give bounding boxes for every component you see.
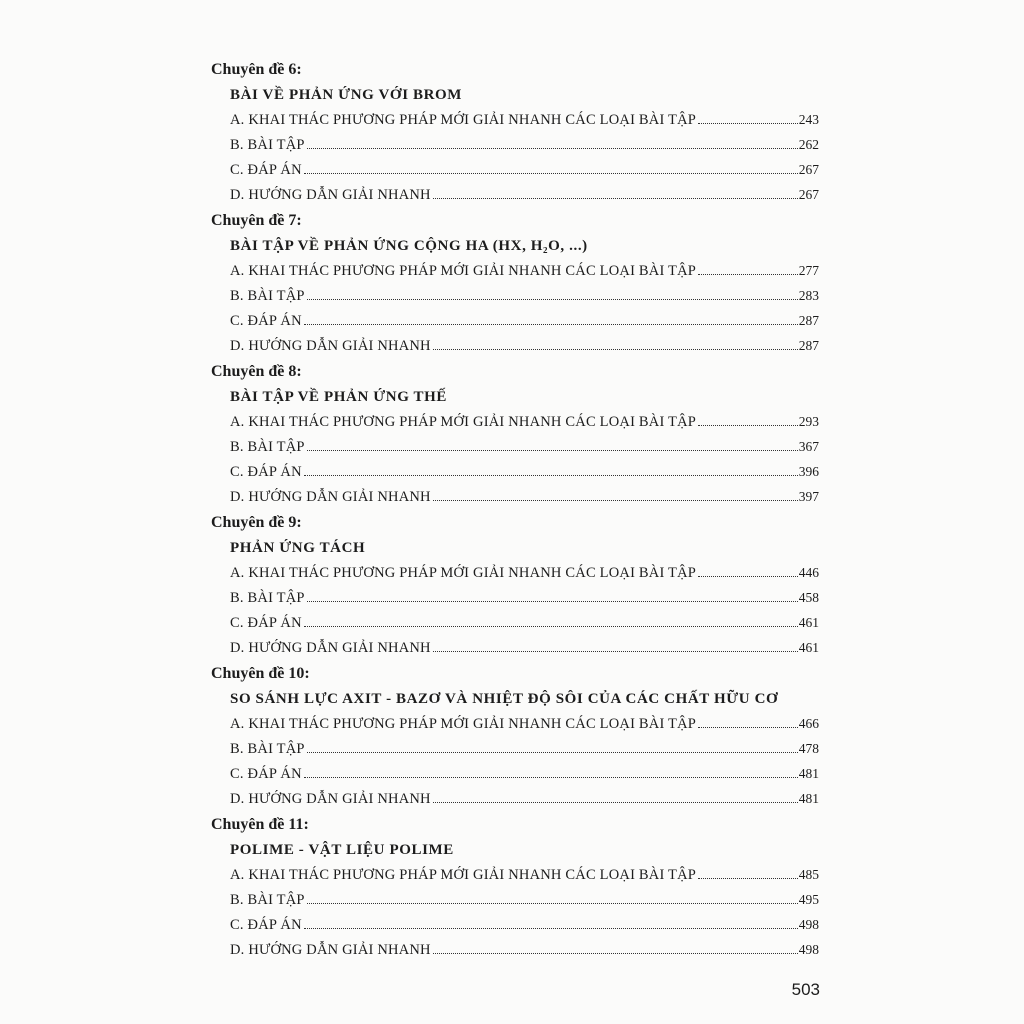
- toc-entry-title: D. HƯỚNG DẪN GIẢI NHANH: [230, 640, 431, 656]
- toc-entry: [211, 789, 819, 809]
- toc-entry-title: C. ĐÁP ÁN: [230, 313, 302, 329]
- toc-entry: [211, 437, 819, 457]
- toc-entry-title: C. ĐÁP ÁN: [230, 917, 302, 933]
- toc-entry-title: C. ĐÁP ÁN: [230, 766, 302, 782]
- dot-leader: [433, 499, 798, 501]
- toc-entry: [211, 487, 819, 507]
- chapter-title: SO SÁNH LỰC AXIT - BAZƠ VÀ NHIỆT ĐỘ SÔI CỦA CÁC CHẤT HỮU CƠ: [230, 691, 779, 707]
- toc-entry: [211, 714, 819, 734]
- dot-leader: [433, 650, 798, 652]
- dot-leader: [698, 122, 798, 124]
- toc-entry-title: C. ĐÁP ÁN: [230, 464, 302, 480]
- toc-entry-title: B. BÀI TẬP: [230, 892, 305, 908]
- toc-entry: [211, 160, 819, 180]
- dot-leader: [698, 726, 798, 728]
- chapter-label: Chuyên đề 7:: [211, 212, 302, 229]
- dot-leader: [307, 449, 798, 451]
- dot-leader: [304, 474, 798, 476]
- toc-entry-page: 466: [798, 716, 819, 731]
- toc-entry: [211, 135, 819, 155]
- dot-leader: [307, 147, 798, 149]
- toc-entry: [211, 613, 819, 633]
- chapter-title: BÀI VỀ PHẢN ỨNG VỚI BROM: [230, 87, 463, 103]
- chapter-title: PHẢN ỨNG TÁCH: [230, 540, 366, 556]
- toc-entry: [211, 865, 819, 885]
- toc-entry: [211, 890, 819, 910]
- toc-entry: [211, 336, 819, 356]
- toc-entry-page: 262: [798, 137, 819, 152]
- dot-leader: [307, 600, 798, 602]
- chapter-label: Chuyên đề 9:: [211, 514, 302, 531]
- toc-entry-page: 397: [798, 489, 819, 504]
- toc-entry-title: A. KHAI THÁC PHƯƠNG PHÁP MỚI GIẢI NHANH CÁC LOẠI BÀI TẬP: [230, 112, 697, 128]
- toc-entry: [211, 286, 819, 306]
- toc-entry: [211, 638, 819, 658]
- toc-entry: [211, 764, 819, 784]
- toc-entry-page: 267: [798, 187, 819, 202]
- chapter-title: BÀI TẬP VỀ PHẢN ỨNG CỘNG HA (HX, H₂O, ...): [230, 238, 588, 254]
- chapter-title: BÀI TẬP VỀ PHẢN ỨNG THẾ: [230, 389, 448, 405]
- toc-entry-page: 498: [798, 942, 819, 957]
- toc-entry-title: C. ĐÁP ÁN: [230, 615, 302, 631]
- dot-leader: [304, 776, 798, 778]
- dot-leader: [307, 298, 798, 300]
- toc-entry-title: B. BÀI TẬP: [230, 741, 305, 757]
- toc-entry-title: A. KHAI THÁC PHƯƠNG PHÁP MỚI GIẢI NHANH CÁC LOẠI BÀI TẬP: [230, 263, 697, 279]
- toc-entry-page: 481: [798, 791, 819, 806]
- toc-entry: [211, 563, 819, 583]
- toc-entry: [211, 412, 819, 432]
- toc-entry-page: 458: [798, 590, 819, 605]
- dot-leader: [698, 877, 798, 879]
- toc-entry-title: D. HƯỚNG DẪN GIẢI NHANH: [230, 791, 431, 807]
- toc-entry-title: D. HƯỚNG DẪN GIẢI NHANH: [230, 338, 431, 354]
- toc-entry-title: A. KHAI THÁC PHƯƠNG PHÁP MỚI GIẢI NHANH CÁC LOẠI BÀI TẬP: [230, 565, 697, 581]
- toc-entry-page: 243: [798, 112, 819, 127]
- toc-entry-page: 485: [798, 867, 819, 882]
- dot-leader: [304, 625, 798, 627]
- chapter-label: Chuyên đề 8:: [211, 363, 302, 380]
- table-of-contents: [211, 60, 819, 960]
- toc-entry-title: D. HƯỚNG DẪN GIẢI NHANH: [230, 942, 431, 958]
- dot-leader: [698, 575, 798, 577]
- toc-entry-title: B. BÀI TẬP: [230, 137, 305, 153]
- toc-entry-page: 478: [798, 741, 819, 756]
- toc-entry-page: 277: [798, 263, 819, 278]
- toc-entry-title: A. KHAI THÁC PHƯƠNG PHÁP MỚI GIẢI NHANH CÁC LOẠI BÀI TẬP: [230, 716, 697, 732]
- dot-leader: [433, 197, 798, 199]
- toc-entry: [211, 915, 819, 935]
- page-number: 503: [791, 980, 820, 999]
- toc-entry-title: D. HƯỚNG DẪN GIẢI NHANH: [230, 187, 431, 203]
- toc-entry-page: 495: [798, 892, 819, 907]
- toc-entry-page: 267: [798, 162, 819, 177]
- chapter-label: Chuyên đề 10:: [211, 665, 310, 682]
- toc-entry-page: 481: [798, 766, 819, 781]
- toc-entry-title: A. KHAI THÁC PHƯƠNG PHÁP MỚI GIẢI NHANH CÁC LOẠI BÀI TẬP: [230, 414, 697, 430]
- toc-entry-title: B. BÀI TẬP: [230, 439, 305, 455]
- toc-entry-page: 461: [798, 615, 819, 630]
- chapter-title: POLIME - VẬT LIỆU POLIME: [230, 842, 454, 858]
- toc-entry: [211, 940, 819, 960]
- toc-entry: [211, 739, 819, 759]
- toc-entry: [211, 311, 819, 331]
- toc-entry-page: 446: [798, 565, 819, 580]
- toc-entry-title: A. KHAI THÁC PHƯƠNG PHÁP MỚI GIẢI NHANH CÁC LOẠI BÀI TẬP: [230, 867, 697, 883]
- dot-leader: [433, 952, 798, 954]
- dot-leader: [698, 424, 798, 426]
- dot-leader: [304, 323, 798, 325]
- toc-entry: [211, 110, 819, 130]
- dot-leader: [304, 927, 798, 929]
- toc-entry: [211, 588, 819, 608]
- dot-leader: [433, 348, 798, 350]
- toc-entry: [211, 261, 819, 281]
- toc-entry: [211, 185, 819, 205]
- toc-entry-page: 461: [798, 640, 819, 655]
- toc-entry-page: 498: [798, 917, 819, 932]
- toc-entry-title: B. BÀI TẬP: [230, 288, 305, 304]
- toc-entry-title: D. HƯỚNG DẪN GIẢI NHANH: [230, 489, 431, 505]
- dot-leader: [433, 801, 798, 803]
- toc-entry-page: 396: [798, 464, 819, 479]
- toc-entry-page: 283: [798, 288, 819, 303]
- dot-leader: [307, 902, 798, 904]
- chapter-label: Chuyên đề 6:: [211, 61, 302, 78]
- toc-entry-page: 287: [798, 313, 819, 328]
- toc-entry-title: B. BÀI TẬP: [230, 590, 305, 606]
- toc-entry-page: 293: [798, 414, 819, 429]
- dot-leader: [304, 172, 798, 174]
- toc-entry-page: 287: [798, 338, 819, 353]
- toc-entry: [211, 462, 819, 482]
- dot-leader: [698, 273, 798, 275]
- chapter-label: Chuyên đề 11:: [211, 816, 309, 833]
- toc-entry-page: 367: [798, 439, 819, 454]
- dot-leader: [307, 751, 798, 753]
- toc-entry-title: C. ĐÁP ÁN: [230, 162, 302, 178]
